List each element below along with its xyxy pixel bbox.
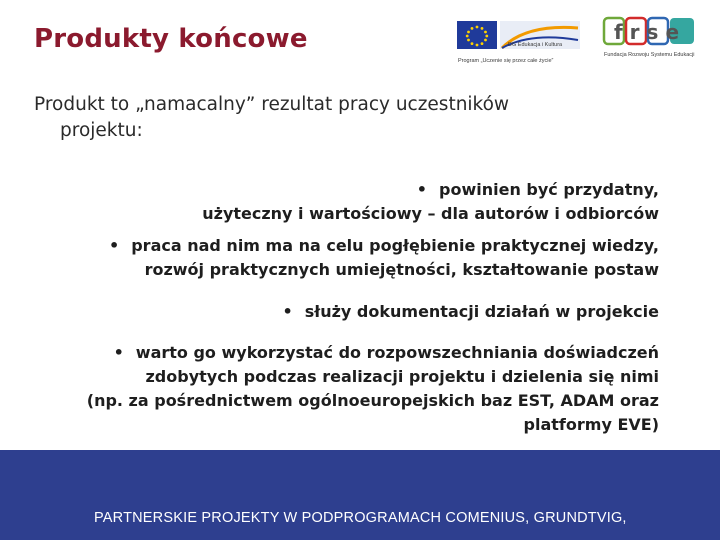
bullet-marker: • <box>416 180 428 199</box>
bullet-marker: • <box>108 236 120 255</box>
bullet-2-line-2: rozwój praktycznych umiejętności, kształtowanie postaw <box>144 260 659 279</box>
frse-caption: Fundacja Rozwoju Systemu Edukacji <box>604 52 695 58</box>
bullet-4-line-4: platformy EVE) <box>523 415 659 434</box>
bullet-marker: • <box>282 302 293 321</box>
intro-line-1: Produkt to „namacalny” rezultat pracy uczestników <box>34 94 510 115</box>
frse-logo <box>600 16 700 62</box>
bullet-knowledge <box>109 234 659 282</box>
intro-line-2: projektu: <box>60 120 143 141</box>
bullet-1-line-1: powinien być przydatny, <box>439 180 659 199</box>
footer-bar <box>0 450 720 540</box>
slide-title: Produkty końcowe <box>34 24 308 54</box>
bullet-documentation <box>283 300 659 324</box>
bullet-3-line-1: służy dokumentacji działań w projekcie <box>304 302 659 321</box>
bullet-4-line-2: zdobytych podczas realizacji projektu i dzielenia się nimi <box>145 367 659 386</box>
footer-text: PARTNERSKIE PROJEKTY W PODPROGRAMACH COMENIUS, GRUNDTVIG, <box>94 510 627 526</box>
frse-mark: frse <box>613 20 687 44</box>
bullet-dissemination <box>87 341 659 437</box>
eu-logo-line1: DG Edukacja i Kultura <box>508 42 563 48</box>
bullet-marker: • <box>113 343 124 362</box>
eu-lifelong-learning-logo <box>456 18 582 68</box>
bullet-1-line-2: użyteczny i wartościowy – dla autorów i odbiorców <box>202 204 659 223</box>
intro-text <box>34 92 634 144</box>
bullet-4-line-1: warto go wykorzystać do rozpowszechniania doświadczeń <box>135 343 659 362</box>
bullet-useful <box>202 178 659 226</box>
bullet-2-line-1: praca nad nim ma na celu pogłębienie praktycznej wiedzy, <box>131 236 659 255</box>
eu-logo-line2: Program „Uczenie się przez całe życie” <box>458 58 554 64</box>
bullet-4-line-3: (np. za pośrednictwem ogólnoeuropejskich baz EST, ADAM oraz <box>86 391 659 410</box>
